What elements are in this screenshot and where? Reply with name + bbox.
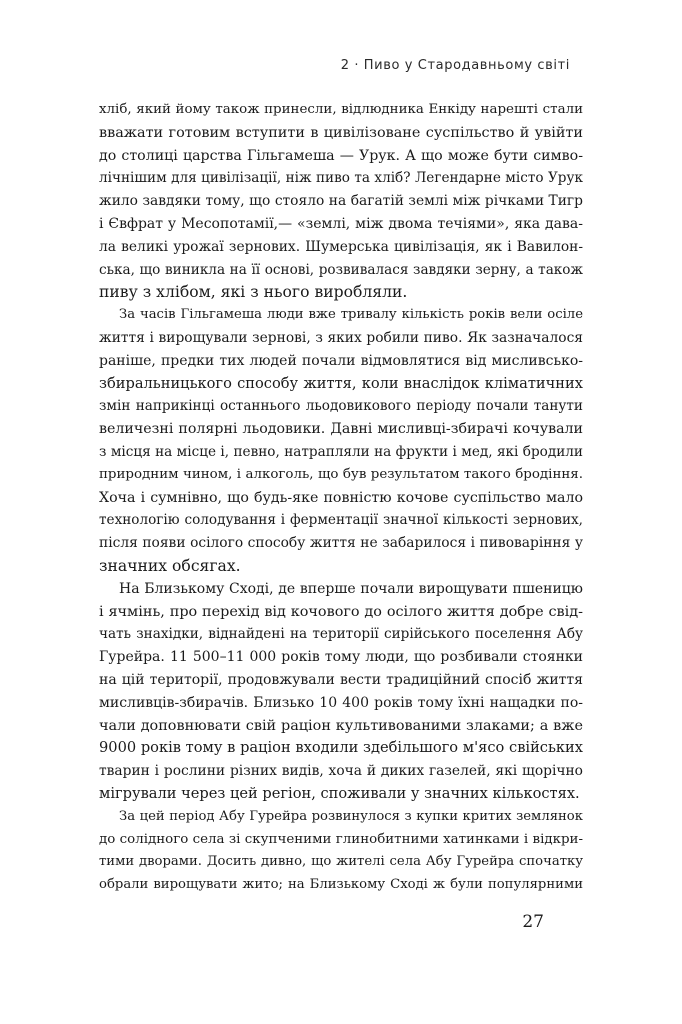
page-number: 27 xyxy=(522,912,544,932)
text-line: вважати готовим вступити в цивілізоване суспільство й увійти xyxy=(99,124,583,141)
paragraph xyxy=(99,578,583,806)
text-line: мисливців-збирачів. Близько 10 400 років тому їхні нащадки по- xyxy=(99,694,583,711)
text-line: до столиці царства Гільгамеша — Урук. А що може бути симво- xyxy=(99,147,583,164)
text-line: після появи осілого способу життя не забарилося і пивоваріння у xyxy=(99,535,583,552)
text-line: тими дворами. Досить дивно, що жителі села Абу Гурейра спочатку xyxy=(99,854,583,870)
text-line: мігрували через цей регіон, споживали у значних кількостях. xyxy=(99,784,580,802)
text-line: Хоча і сумнівно, що будь-яке повністю кочове суспільство мало xyxy=(99,489,583,506)
text-line: величезні полярні льодовики. Давні мисливці-збирачі кочували xyxy=(99,421,583,438)
text-line: життя і вирощували зернові, з яких робили пиво. Як зазначалося xyxy=(99,329,583,346)
text-line: За цей період Абу Гурейра розвинулося з купки критих землянок xyxy=(119,808,583,824)
text-line: 9000 років тому в раціон входили здебільшого м'ясо свійських xyxy=(99,739,583,757)
text-line: хліб, який йому також принесли, відлюдника Енкіду нарешті стали xyxy=(99,102,583,117)
text-line: За часів Гільгамеша люди вже тривалу кількість років вели осіле xyxy=(119,307,583,323)
paragraph xyxy=(99,304,583,578)
text-line: тварин і рослини різних видів, хоча й диких газелей, які щорічно xyxy=(99,763,583,780)
paragraph xyxy=(99,99,583,304)
text-line: змін наприкінці останнього льодовикового періоду почали танути xyxy=(99,398,583,415)
text-line: з місця на місце і, певно, натрапляли на фрукти і мед, які бродили xyxy=(99,443,583,460)
text-line: технологію солодування і ферментації значної кількості зернових, xyxy=(99,512,583,529)
text-line: і Євфрат у Месопотамії,— «землі, між двома течіями», яка дава- xyxy=(99,215,583,232)
paragraph xyxy=(99,806,583,897)
text-line: жило завдяки тому, що стояло на багатій землі між річками Тигр xyxy=(99,193,583,210)
text-line: до солідного села зі скупченими глинобитними хатинками і відкри- xyxy=(99,831,583,847)
text-line: збиральницького способу життя, коли внаслідок кліматичних xyxy=(99,374,583,392)
text-line: значних обсягах. xyxy=(99,556,241,575)
text-line: На Близькому Сході, де вперше почали вирощувати пшеницю xyxy=(119,580,583,597)
text-line: Гурейра. 11 500–11 000 років тому люди, що розбивали стоянки xyxy=(99,649,583,666)
text-line: пиву з хлібом, які з нього виробляли. xyxy=(99,283,408,302)
text-line: лічнішим для цивілізації, ніж пиво та хліб? Легендарне місто Урук xyxy=(99,170,583,187)
text-line: і ячмінь, про перехід від кочового до осілого життя добре свід- xyxy=(99,603,583,620)
text-line: чали доповнювати свій раціон культивованими злаками; а вже xyxy=(99,717,583,734)
text-line: на цій території, продовжували вести традиційний спосіб життя xyxy=(99,671,583,688)
text-line: природним чином, і алкоголь, що був результатом такого бродіння. xyxy=(99,466,583,482)
text-line: ла великі урожаї зернових. Шумерська цивілізація, як і Вавилон- xyxy=(99,238,583,255)
body-text xyxy=(99,99,583,897)
text-line: раніше, предки тих людей почали відмовлятися від мисливсько- xyxy=(99,352,583,369)
text-line: обрали вирощувати жито; на Близькому Сході ж були популярними xyxy=(99,877,583,893)
text-line: ська, що виникла на її основі, розвивалася завдяки зерну, а також xyxy=(99,261,583,278)
text-line: чать знахідки, віднайдені на території сирійського поселення Абу xyxy=(99,626,583,643)
running-header: 2 · Пиво у Стародавньому світі xyxy=(340,58,570,73)
